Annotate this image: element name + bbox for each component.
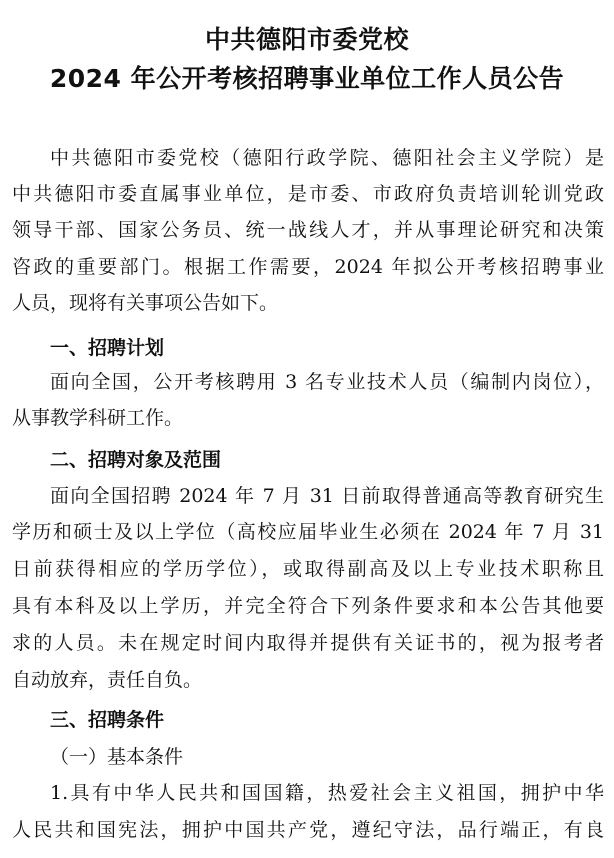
document-title-line-1: 中共德阳市委党校: [204, 25, 409, 54]
paragraph-line: 面向全国招聘 2024 年 7 月 31 日前取得普通高等教育研究生: [50, 485, 604, 507]
paragraph-line: 面向全国，公开考核聘用 3 名专业技术人员（编制内岗位），: [50, 371, 604, 393]
section-heading: 三、招聘条件: [50, 709, 165, 731]
paragraph-line: 具有本科及以上学历，并完全符合下列条件要求和本公告其他要: [12, 595, 604, 617]
paragraph-line: 1.具有中华人民共和国国籍，热爱社会主义祖国，拥护中华: [50, 782, 604, 804]
paragraph-line: 咨政的重要部门。根据工作需要，2024 年拟公开考核招聘事业: [12, 256, 604, 278]
section-heading: 二、招聘对象及范围: [50, 449, 222, 471]
document-title-line-2: 2024 年公开考核招聘事业单位工作人员公告: [49, 64, 565, 93]
paragraph-line: 日前获得相应的学历学位），或取得副高及以上专业技术职称且: [12, 558, 604, 580]
paragraph-line: 人员，现将有关事项公告如下。: [12, 292, 279, 314]
paragraph-line: 自动放弃，责任自负。: [12, 669, 203, 691]
section-heading: 一、招聘计划: [50, 337, 165, 359]
paragraph-line: 人民共和国宪法，拥护中国共产党，遵纪守法，品行端正，有良: [12, 819, 604, 841]
paragraph-line: 从事教学科研工作。: [12, 407, 184, 429]
paragraph-line: 求的人员。未在规定时间内取得并提供有关证书的，视为报考者: [12, 632, 604, 654]
paragraph-line: 学历和硕士及以上学位（高校应届毕业生必须在 2024 年 7 月 31: [12, 521, 604, 543]
paragraph-line: 中共德阳市委直属事业单位，是市委、市政府负责培训轮训党政: [12, 183, 604, 205]
subsection-heading: （一）基本条件: [50, 746, 184, 768]
paragraph-line: 中共德阳市委党校（德阳行政学院、德阳社会主义学院）是: [50, 147, 604, 169]
paragraph-line: 领导干部、国家公务员、统一战线人才，并从事理论研究和决策: [12, 219, 604, 241]
